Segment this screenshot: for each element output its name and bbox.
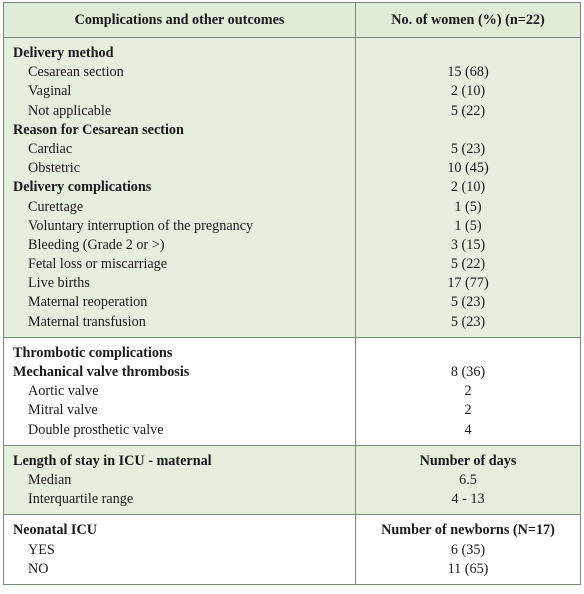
row-label: Interquartile range [28,491,134,508]
value-column [355,446,580,515]
table-section [4,446,580,516]
row-label: Median [28,471,72,488]
row-value: Number of newborns (N=17) [381,522,555,539]
row-label: Vaginal [28,83,72,100]
row-label: Not applicable [28,102,112,119]
header-count: No. of women (%) (n=22) [355,3,580,37]
row-value: 1 (5) [454,198,482,215]
table-section [4,38,580,338]
row-value: 6 (35) [450,541,486,558]
row-label: Reason for Cesarean section [13,121,184,138]
row-value: 5 (22) [450,256,486,273]
outcomes-table [3,2,581,585]
value-column [355,515,580,584]
row-value: Number of days [419,452,517,469]
row-label: Delivery complications [13,179,152,196]
row-value: 2 (10) [450,179,486,196]
label-column [4,446,355,515]
row-label: NO [28,560,49,577]
row-label: Cesarean section [28,64,124,81]
row-label: Length of stay in ICU - maternal [13,452,212,469]
row-value: 4 - 13 [451,491,485,508]
row-label: Maternal transfusion [28,313,146,330]
row-value [356,44,580,63]
row-label: Mitral valve [28,402,98,419]
value-column [355,338,580,445]
row-label: Bleeding (Grade 2 or >) [28,236,165,253]
row-label: Curettage [28,198,84,215]
row-value: 3 (15) [450,236,486,253]
row-value: 17 (77) [447,275,489,292]
row-value: 5 (23) [450,313,486,330]
row-label: Maternal reoperation [28,294,148,311]
row-value: 8 (36) [450,364,486,380]
row-value: 15 (68) [447,64,489,81]
row-value: 2 (10) [450,83,486,100]
label-column [4,338,355,445]
row-label: Aortic valve [28,383,99,400]
row-value: 2 [464,402,472,419]
row-value: 5 (23) [450,294,486,311]
row-label: Neonatal ICU [13,522,97,539]
row-value [356,344,580,363]
row-label: Delivery method [13,45,114,61]
table-section [4,515,580,584]
row-value: 2 [464,383,472,400]
row-label: Voluntary interruption of the pregnancy [28,217,254,234]
row-value: 5 (22) [450,102,486,119]
table-header [4,3,580,38]
label-column [4,515,355,584]
row-value: 6.5 [459,471,477,488]
row-label: Live births [28,275,90,292]
row-value: 11 (65) [447,560,489,577]
row-value: 5 (23) [450,140,486,157]
row-value: 4 [464,421,472,438]
row-label: Fetal loss or miscarriage [28,256,168,273]
label-column [4,38,355,337]
row-label: Thrombotic complications [13,344,173,361]
header-complications: Complications and other outcomes [74,11,285,28]
row-label: Cardiac [28,140,73,157]
row-label: Double prosthetic valve [28,421,164,438]
row-value: 10 (45) [447,160,489,177]
row-value [356,121,580,140]
row-value: 1 (5) [454,217,482,234]
row-label: Mechanical valve thrombosis [13,364,190,380]
table-section [4,338,580,446]
value-column [355,38,580,337]
row-label: Obstetric [28,160,81,177]
row-label: YES [28,541,55,558]
table-body [4,38,580,584]
